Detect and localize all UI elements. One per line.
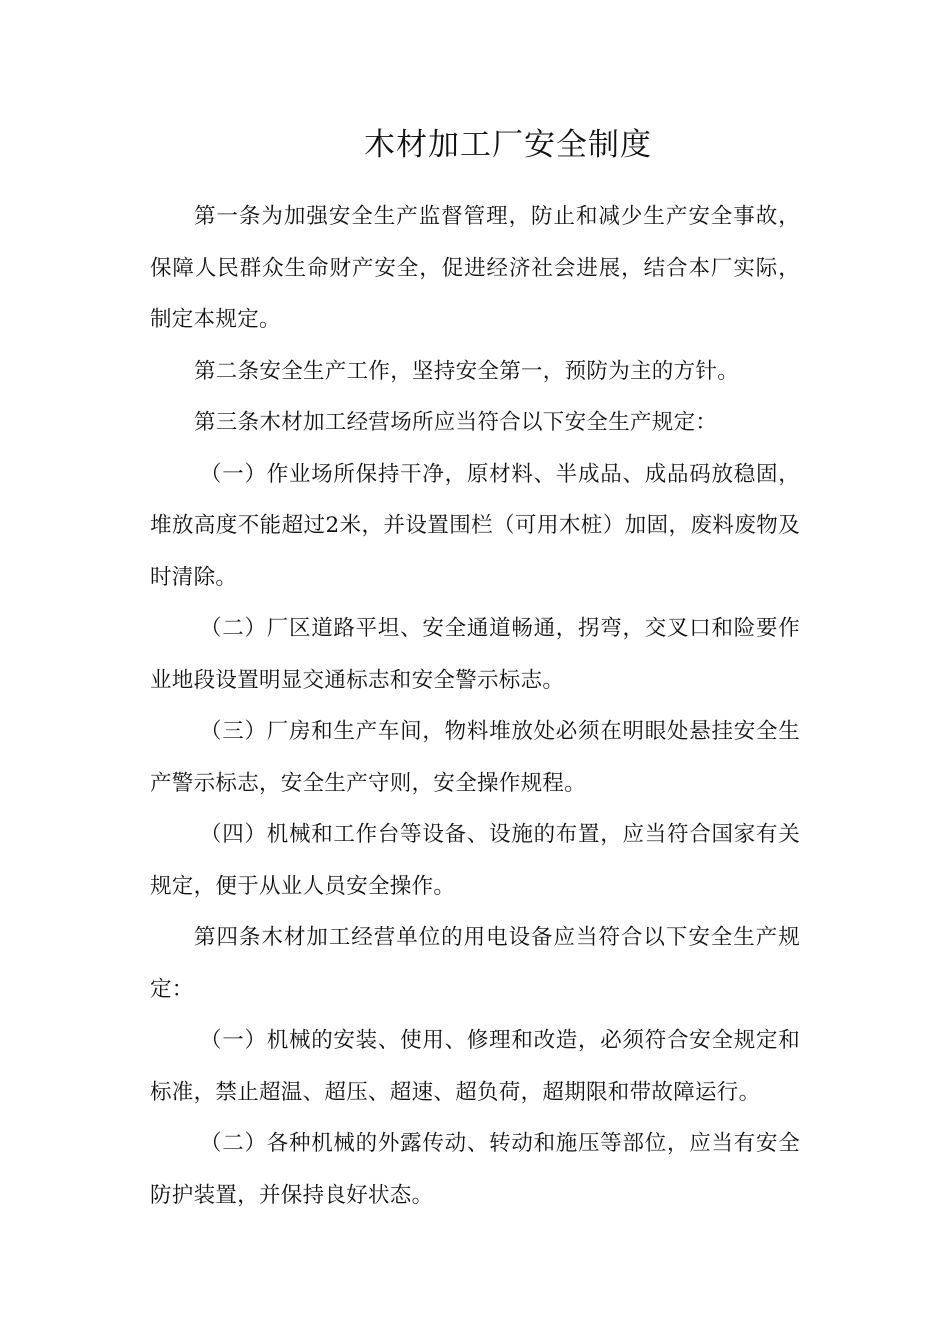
article-4-paragraph: 第四条木材加工经营单位的用电设备应当符合以下安全生产规定：	[150, 925, 800, 1002]
article-3-item-3: （三）厂房和生产车间，物料堆放处必须在明眼处悬挂安全生产警示标志，安全生产守则，安全操作规程。	[150, 719, 800, 796]
article-2-paragraph: 第二条安全生产工作，坚持安全第一，预防为主的方针。	[194, 358, 740, 384]
article-1-paragraph: 第一条为加强安全生产监督管理，防止和减少生产安全事故，保障人民群众生命财产安全，促进经济社会进展，结合本厂实际，制定本规定。	[150, 204, 800, 332]
article-3-item-1: （一）作业场所保持干净，原材料、半成品、成品码放稳固，堆放高度不能超过2米，并设置围栏（可用木桩）加固，废料废物及时清除。	[150, 461, 800, 590]
article-3-item-4: （四）机械和工作台等设备、设施的布置，应当符合国家有关规定，便于从业人员安全操作。	[150, 822, 800, 899]
article-4-item-2: （二）各种机械的外露传动、转动和施压等部位，应当有安全防护装置，并保持良好状态。	[150, 1131, 800, 1208]
article-3-item-2: （二）厂区道路平坦、安全通道畅通，拐弯，交叉口和险要作业地段设置明显交通标志和安全警示标志。	[150, 616, 800, 693]
document-title: 木材加工厂安全制度	[364, 127, 652, 163]
document-body	[150, 191, 800, 1221]
article-3-paragraph: 第三条木材加工经营场所应当符合以下安全生产规定：	[194, 410, 718, 435]
article-4-item-1: （一）机械的安装、使用、修理和改造，必须符合安全规定和标准，禁止超温、超压、超速、超负荷，超期限和带故障运行。	[150, 1028, 800, 1105]
